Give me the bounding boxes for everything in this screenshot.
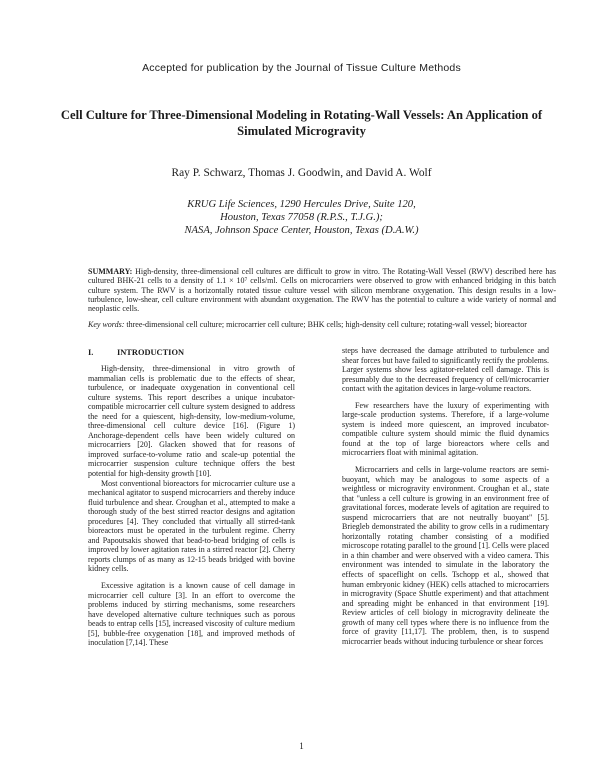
paragraph: Excessive agitation is a known cause of cell damage in microcarrier cell culture [3]. In an effort to overcome the problems induced by stirring mechanisms, some researchers have developed alternative culture techniques such as porous beads to entrap cells [15], increased viscosity of culture medium [5], bubble-free oxygenation [18], and improved methods of inoculation [7,14]. These: [88, 581, 295, 648]
summary: [88, 267, 556, 313]
paragraph: Few researchers have the luxury of experimenting with large-scale production systems. Therefore, if a large-volume system is indeed more quiescent, an improved incubator-compatible culture system should mimic the fluid dynamics found at the top of large bioreactors where cells and microcarriers float with minimal agitation.: [342, 400, 549, 458]
authors: Ray P. Schwarz, Thomas J. Goodwin, and David A. Wolf: [171, 167, 432, 179]
publication-note: Accepted for publication by the Journal of Tissue Culture Methods: [142, 62, 461, 74]
affiliation-line: Houston, Texas 77058 (R.P.S., T.J.G.);: [220, 211, 383, 223]
affiliation-line: NASA, Johnson Space Center, Houston, Texas (D.A.W.): [184, 224, 419, 236]
column-right: [342, 346, 549, 646]
keywords: [88, 320, 556, 329]
section-number: I.: [88, 348, 94, 357]
page-number: 1: [299, 741, 304, 751]
keywords-text: three-dimensional cell culture; microcarrier cell culture; BHK cells; high-density cell culture; rotating-wall vessel; bioreactor: [126, 320, 527, 329]
affiliation-line: KRUG Life Sciences, 1290 Hercules Drive, Suite 120,: [187, 199, 416, 210]
summary-text: High-density, three-dimensional cell cultures are difficult to grow in vitro. The Rotating-Wall Vessel (RWV) described here has cultured BHK-21 cells to a density of 1.1 × 10⁷ cells/ml. Cells on microcarriers were observed to grow with enhanced bridging in this batch culture system. The RWV is a horizontally rotated tissue culture vessel with silicon membrane oxygenation. This design results in a low-turbulence, low-shear, cell culture environment with abundant oxygenation. The RWV has the potential to culture a wide variety of normal and neoplastic cells.: [88, 267, 556, 314]
column-left: [88, 364, 295, 648]
affiliations: [0, 199, 603, 237]
section-title: INTRODUCTION: [117, 348, 185, 357]
paragraph: steps have decreased the damage attributed to turbulence and shear forces but have failed to significantly rectify the problems. Larger systems show less agitator-related cell damage. This is presumably due to the decreased frequency of cell/microcarrier contact with the agitation devices in large-volume reactors.: [342, 346, 549, 394]
keywords-label: Key words:: [88, 320, 125, 329]
paper-title: Cell Culture for Three-Dimensional Modeling in Rotating-Wall Vessels: An Application of Simulated Microgravity: [60, 108, 543, 138]
paragraph: High-density, three-dimensional in vitro growth of mammalian cells is problematic due to the effects of shear, turbulence, or inadequate oxygenation in conventional cell culture systems. This report describes a unique incubator-compatible microcarrier cell culture system designed to address the need for a quiescent, high-density, low-medium-volume, three-dimensional cell culture device [16]. (Figure 1) Anchorage-dependent cells have been widely cultured on microcarriers [20]. Glacken showed that for reasons of improved surface-to-volume ratio and scale-up potential the microcarrier suspension culture technique offers the best potential for high-density growth [10].: [88, 364, 295, 479]
paragraph: Microcarriers and cells in large-volume reactors are semi-buoyant, which may be analogous to some aspects of a weightless or microgravity environment. Croughan et al., state that "unless a cell culture is growing in an environment free of gravitational forces, moderate levels of agitation are required to suspend microcarriers that are not neutrally buoyant" [5]. Briegleb demonstrated the ability to grow cells in a rudimentary horizontally rotating chamber consisting of a modified microscope rotating parallel to the ground [1]. Cells were placed in a thin chamber and were observed with a video camera. This environment was intended to simulate in the laboratory the effects of spaceflight on cells. Tschopp et al., showed that human embryonic kidney (HEK) cells attached to microcarriers in microgravity (Space Shuttle experiment) and that attachment and spreading might be enhanced in that environment [19]. Review articles of cell biology in microgravity delineate the growth of many cell types where there is no influence from the force of gravity [11,17]. The problem, then, is to suspend microcarrier beads without inducing turbulence or shear forces: [342, 465, 549, 646]
summary-label: SUMMARY:: [88, 267, 133, 276]
paragraph: Most conventional bioreactors for microcarrier culture use a mechanical agitator to suspend microcarriers and thereby induce fluid turbulence and shear. Croughan et al., attempted to make a thorough study of the best stirred reactor designs and agitation procedures [4]. They concluded that virtually all stirred-tank bioreactors must be operated in the turbulent regime. Cherry and Papoutsakis showed that bead-to-bead bridging of cells is improved by lower agitation rates in a stirred reactor [2]. Cherry reports clumps of as many as 12-15 beads bridged with bovine kidney cells.: [88, 478, 295, 574]
